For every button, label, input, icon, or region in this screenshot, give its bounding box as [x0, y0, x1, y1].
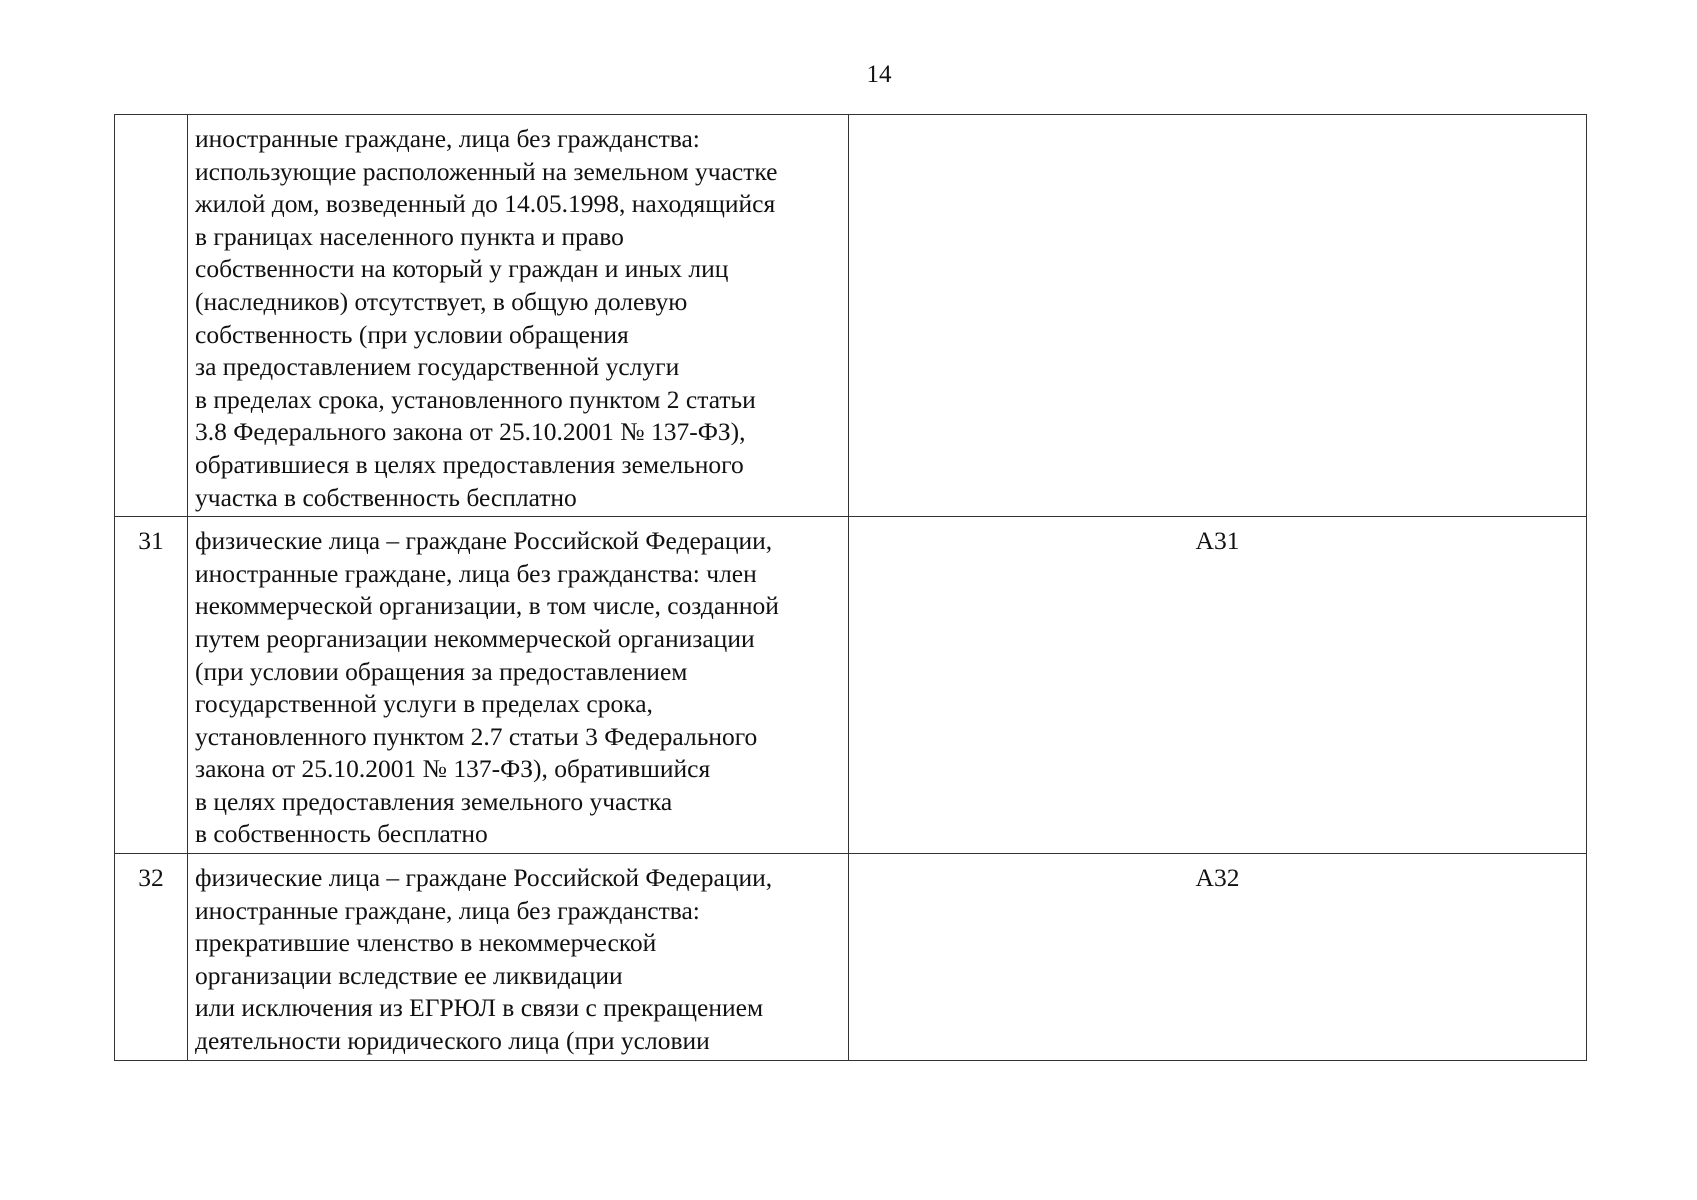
- description-line: физические лица – граждане Российской Федерации,: [195, 526, 773, 556]
- description-line: путем реорганизации некоммерческой организации: [195, 623, 755, 653]
- description-line: или исключения из ЕГРЮЛ в связи с прекращением: [195, 993, 764, 1023]
- description-line: жилой дом, возведенный до 14.05.1998, находящийся: [195, 189, 776, 219]
- row-description-cell: [188, 854, 849, 1061]
- description-line: установленного пунктом 2.7 статьи 3 Федерального: [195, 721, 758, 751]
- description-line: (наследников) отсутствует, в общую долевую: [195, 286, 688, 316]
- description-line: иностранные граждане, лица без гражданства:: [195, 895, 700, 925]
- description-line: в пределах срока, установленного пунктом 2 статьи: [195, 384, 756, 414]
- description-line: иностранные граждане, лица без гражданства:: [195, 124, 700, 153]
- description-line: обратившиеся в целях предоставления земельного: [195, 449, 744, 479]
- description-line: закона от 25.10.2001 № 137-ФЗ), обратившийся: [195, 754, 711, 784]
- table-row: [115, 115, 1587, 517]
- page-number: 14: [866, 61, 892, 88]
- table-body: [115, 115, 1587, 1061]
- row-number-cell: 32: [115, 854, 188, 1061]
- description-line: государственной услуги в пределах срока,: [195, 689, 653, 719]
- description-line: физические лица – граждане Российской Федерации,: [195, 863, 773, 893]
- table-row: [115, 854, 1587, 1061]
- description-line: за предоставлением государственной услуги: [195, 352, 680, 382]
- row-code-cell: А32: [849, 854, 1587, 1061]
- description-line: использующие расположенный на земельном участке: [195, 156, 778, 186]
- row-number-cell: [115, 115, 188, 517]
- description-line: организации вследствие ее ликвидации: [195, 960, 623, 990]
- description-line: некоммерческой организации, в том числе, созданной: [195, 591, 779, 621]
- row-description-cell: [188, 115, 849, 517]
- row-description-cell: [188, 517, 849, 854]
- description-line: (при условии обращения за предоставлением: [195, 656, 688, 686]
- row-code-cell: [849, 115, 1587, 517]
- description-line: собственности на который у граждан и иных лиц: [195, 254, 729, 284]
- row-number-cell: 31: [115, 517, 188, 854]
- description-line: участка в собственность бесплатно: [195, 482, 577, 512]
- description-line: иностранные граждане, лица без гражданства: член: [195, 558, 757, 588]
- description-line: в собственность бесплатно: [195, 819, 488, 849]
- table-row: [115, 517, 1587, 854]
- description-line: собственность (при условии обращения: [195, 319, 629, 349]
- row-code-cell: А31: [849, 517, 1587, 854]
- description-line: прекратившие членство в некоммерческой: [195, 928, 657, 958]
- description-line: в целях предоставления земельного участка: [195, 786, 673, 816]
- document-table: [114, 114, 1587, 1061]
- description-line: в границах населенного пункта и право: [195, 221, 624, 251]
- description-line: деятельности юридического лица (при условии: [195, 1026, 710, 1056]
- description-line: 3.8 Федерального закона от 25.10.2001 № 137-ФЗ),: [195, 417, 746, 447]
